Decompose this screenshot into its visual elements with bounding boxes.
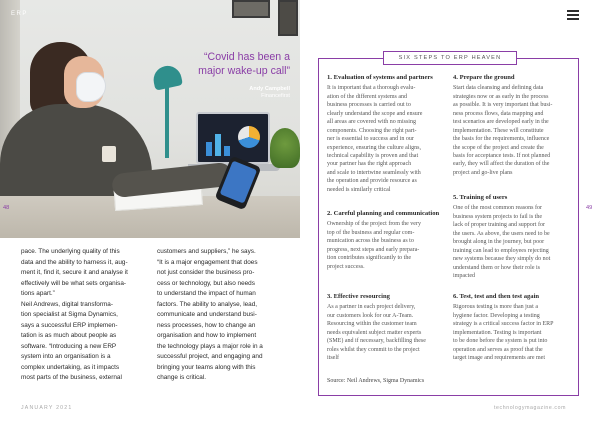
quote-author-title: Financefirst [261,93,290,99]
step-heading: 2. Careful planning and communication [327,210,440,217]
plant [270,128,300,168]
body-text-column-1: pace. The underlying quality of this data and the ability to harness it, aug- ment it, find it, secure it and analyse it effectively will be what sets organisa- tions apart.” Neil Andrews, digital transforma- tion specialist at Sigma Dynamics, says a successful ERP implemen- tation is as much about people as software. “Introducing a new ERP system into an organisation is a complex undertaking, as it impacts most parts of the business, external [21,248,128,381]
page-number-right: 49 [586,205,593,211]
step-1 [327,74,445,194]
step-heading: 6. Test, test and then test again [453,293,540,300]
chart-bar [224,146,230,156]
sidebar-title: SIX STEPS TO ERP HEAVEN [383,51,517,65]
step-text: It is important that a thorough evalu- ation of the different systems and business processes is carried out to clearly understand the scope and ensure all areas are covered with no missing components. Choosing the right part- ner is essential to success and in our experience, ensuring the culture aligns, technical capability is proven and that your partner has the right approach and scale to intertwine seamlessly with the operation and provide resource as needed is similarly critical [327,85,423,193]
hero-photo [0,0,300,238]
step-text: One of the most common reasons for business system projects to fail is the lack of proper training and support for the users. As above, the users need to be brought along in the journey, but poor training can lead to employees rejecting new systems because they simply do not understand them or how their role is impacted [453,205,551,280]
body-text-column-2: customers and suppliers,” he says. “It is a major engagement that does not just consider the business pro- cess or technology, but also needs to understand the impact of human factors. The ability to analyse, lead, communicate and understand busi- ness processes, how to change an organisation and how to implement the technology plays a major role in a successful project, and engaging and bringing your teams along with this change is critical. [157,248,263,381]
step-3 [327,293,445,363]
quote-author-name: Andy Campbell [249,86,290,92]
sidebar-source: Source: Neil Andrews, Sigma Dynamics [327,378,425,384]
page-number-left: 48 [3,205,10,211]
step-6 [453,293,571,363]
step-text: As a partner in each project delivery, our customers look for our A-Team. Resourcing within the customer team needs equivalent subject matter experts (SME) and if necessary, backfilling these roles whilst they commit to the project itself [327,304,426,362]
chart-bar [215,134,221,156]
pie-chart [238,126,260,148]
hamburger-icon[interactable] [567,10,579,20]
step-text: Rigorous testing is more than just a hygiene factor. Developing a testing strategy is a critical success factor in ERP implementation. Testing is important to be done before the system is put into operation and serves as proof that the target image and requirements are met [453,304,554,362]
section-label: ERP [11,11,28,17]
footer-website[interactable]: technologymagazine.com [494,405,567,411]
step-heading: 4. Prepare the ground [453,74,515,81]
picture-frame [278,0,298,36]
footer-date: JANUARY 2021 [21,405,73,411]
step-heading: 1. Evaluation of systems and partners [327,74,433,81]
step-heading: 5. Training of users [453,194,508,201]
cup [102,146,116,162]
chart-bar [206,142,212,156]
step-text: Start data cleansing and defining data strategies now or as early in the process as possible. It is very important that busi- ness process flows, data mapping and test scenarios are developed early in the implementation. These will constitute the basis for the requirements, influence the scope of the project and create the basis for acceptance tests. If not planned early, they will affect the duration of the project and go-live plans [453,85,553,176]
picture-frame [232,0,270,18]
quote-attribution [206,86,290,100]
step-4 [453,74,571,177]
step-heading: 3. Effective resourcing [327,293,390,300]
step-2 [327,210,445,271]
step-text: Ownership of the project from the very top of the business and regular com- munication across the business as to progress, next steps and early prepara- tion contributes significantly to the project success. [327,221,421,270]
pull-quote: “Covid has been a major wake-up call” [198,51,290,77]
step-5 [453,194,571,280]
desk-lamp-arm [165,86,169,158]
